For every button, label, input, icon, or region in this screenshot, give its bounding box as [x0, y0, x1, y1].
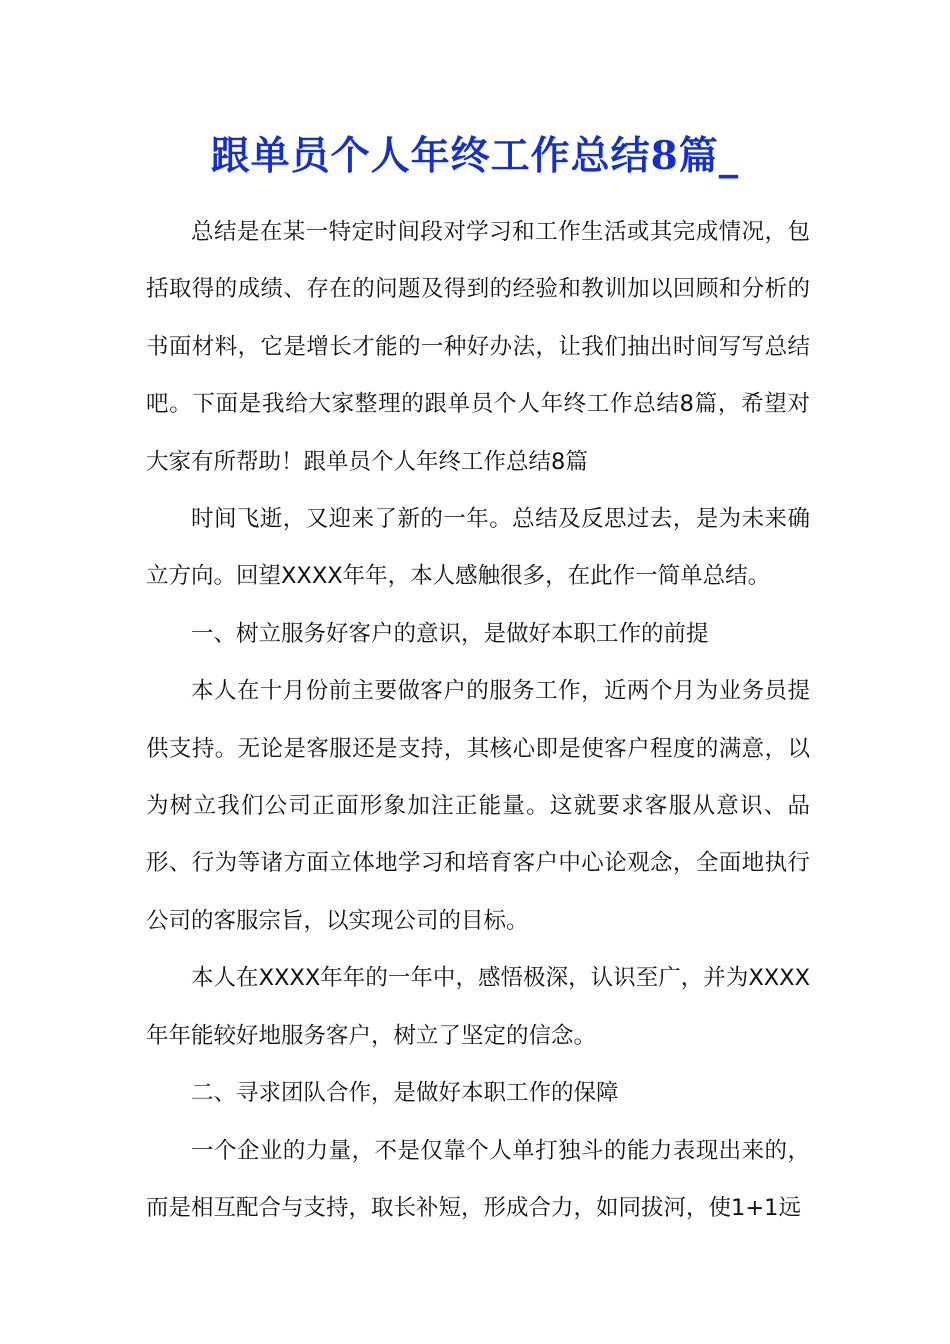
paragraph-service: 本人在十月份前主要做客户的服务工作，近两个月为业务员提供支持。无论是客服还是支持，其核心即是使客户程度的满意，以为树立我们公司正面形象加注正能量。这就要求客服从意识、品形、行为等诸方面立体地学习和培育客户中心论观念，全面地执行公司的客服宗旨，以实现公司的目标。	[146, 678, 810, 934]
paragraph-opening: 时间飞逝，又迎来了新的一年。总结及反思过去，是为未来确立方向。回望XXXX年年，本人感触很多，在此作一简单总结。	[146, 506, 810, 590]
paragraph-intro: 总结是在某一特定时间段对学习和工作生活或其完成情况，包括取得的成绩、存在的问题及得到的经验和教训加以回顾和分析的书面材料，它是增长才能的一种好办法，让我们抽出时间写写总结吧。下面是我给大家整理的跟单员个人年终工作总结8篇，希望对大家有所帮助！跟单员个人年终工作总结8篇	[146, 219, 810, 475]
document-body	[146, 204, 810, 1237]
section-heading-1: 一、树立服务好客户的意识，是做好本职工作的前提	[191, 620, 709, 647]
section-heading-2: 二、寻求团队合作，是做好本职工作的保障	[191, 1080, 619, 1107]
document-title: 跟单员个人年终工作总结8篇_	[210, 133, 740, 179]
paragraph-teamwork: 一个企业的力量，不是仅靠个人单打独斗的能力表现出来的，而是相互配合与支持，取长补短，形成合力，如同拔河，使1+1远	[146, 1137, 810, 1221]
paragraph-reflection: 本人在XXXX年年的一年中，感悟极深，认识至广，并为XXXX年年能较好地服务客户，树立了坚定的信念。	[146, 965, 810, 1049]
